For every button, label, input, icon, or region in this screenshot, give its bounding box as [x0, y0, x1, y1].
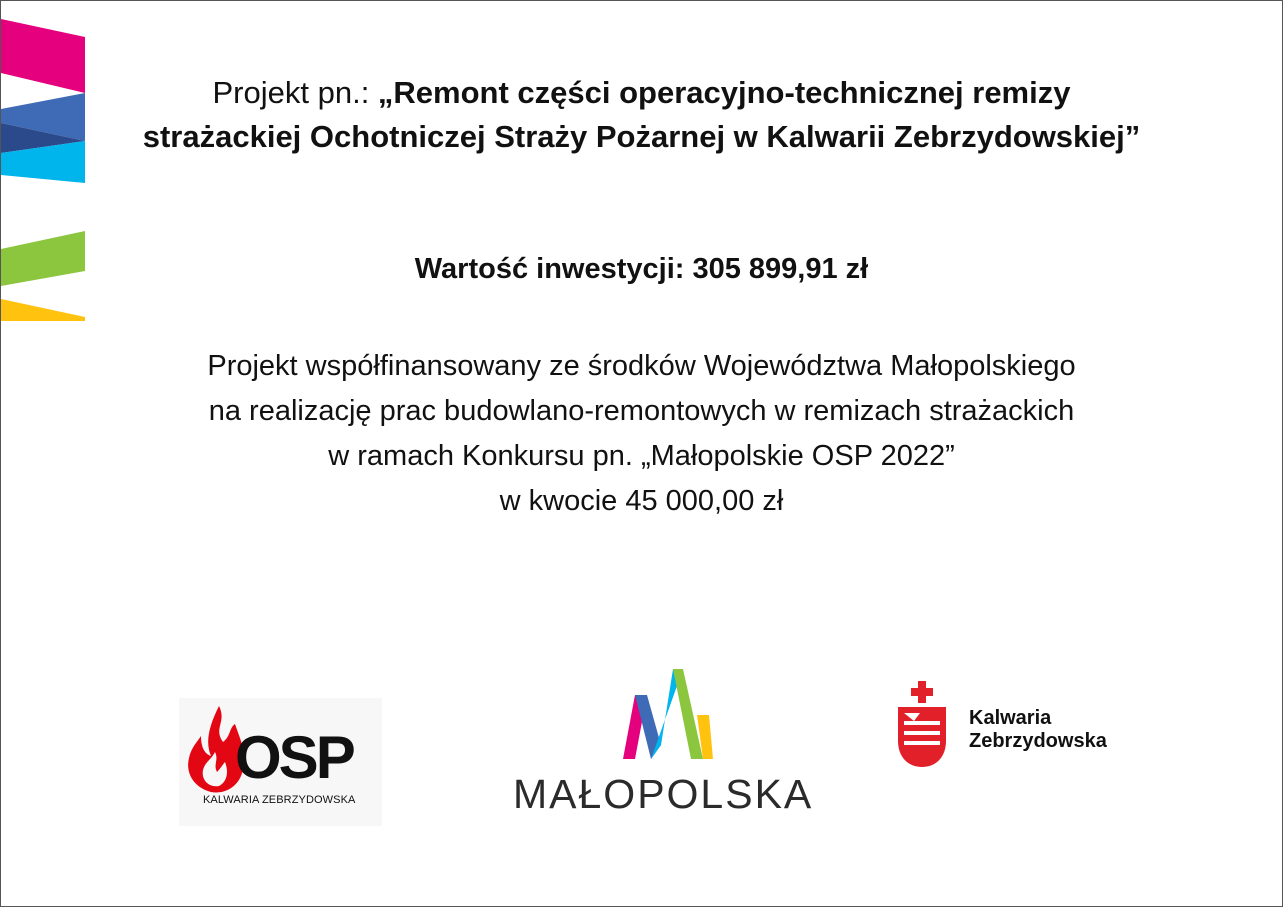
kalwaria-line-2: Zebrzydowska: [969, 730, 1107, 752]
funding-line-3: w ramach Konkursu pn. „Małopolskie OSP 2022”: [328, 440, 955, 472]
title-line-2: [41, 115, 1242, 159]
funding-line-2: na realizację prac budowlano-remontowych w remizach strażackich: [208, 395, 1075, 427]
malopolska-logo: [509, 665, 819, 815]
title-line-1: [41, 71, 1242, 115]
title-name-part-2: strażackiej Ochotniczej Straży Pożarnej w Kalwarii Zebrzydowskiej”: [142, 119, 1141, 154]
kalwaria-emblem-icon: [894, 679, 950, 769]
title-prefix: Projekt pn.:: [212, 75, 378, 110]
kalwaria-wordmark: [969, 707, 1107, 753]
osp-subtitle: KALWARIA ZEBRZYDOWSKA: [203, 794, 356, 806]
funding-line-4: w kwocie 45 000,00 zł: [499, 485, 784, 517]
stripe-yellow: [1, 299, 85, 321]
kalwaria-line-1: Kalwaria: [969, 707, 1052, 729]
osp-wordmark: OSP: [235, 724, 353, 791]
malopolska-m-icon: [617, 665, 713, 759]
funding-statement: [41, 344, 1242, 524]
kalwaria-logo: [894, 679, 1164, 771]
investment-value: Wartość inwestycji: 305 899,91 zł: [414, 253, 869, 285]
title-name-part-1: „Remont części operacyjno-technicznej remizy: [377, 75, 1071, 110]
malopolska-wordmark: MAŁOPOLSKA: [513, 771, 814, 817]
project-title: [41, 71, 1242, 159]
funding-line-1: Projekt współfinansowany ze środków Województwa Małopolskiego: [207, 350, 1076, 382]
osp-logo: [179, 698, 382, 826]
